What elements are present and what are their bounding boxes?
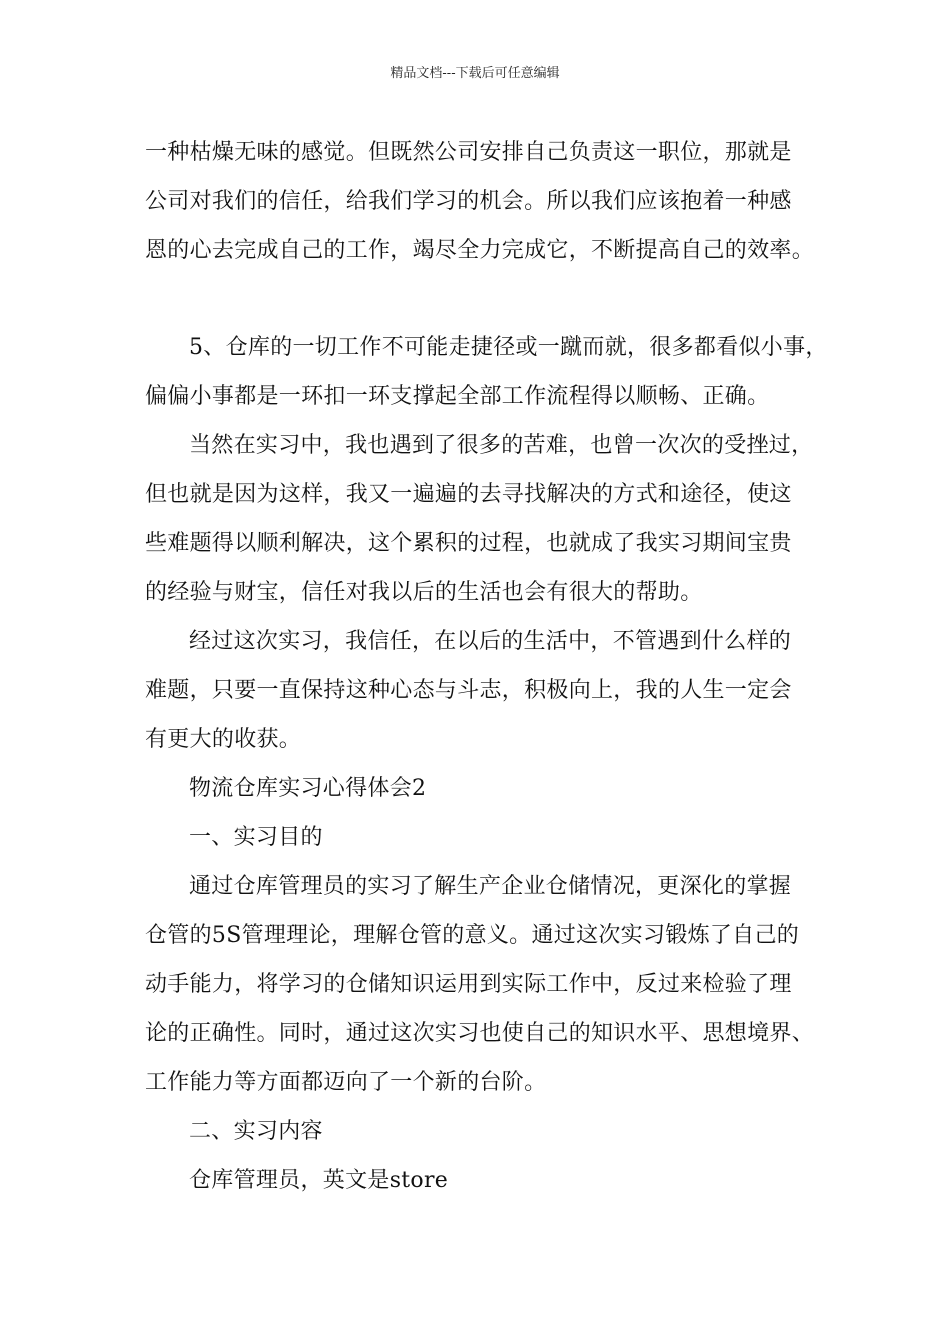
paragraph-gap (145, 275, 845, 323)
text-line: 5、仓库的一切工作不可能走捷径或一蹴而就，很多都看似小事， (189, 335, 828, 360)
text-line: 公司对我们的信任，给我们学习的机会。所以我们应该抱着一种感 (145, 189, 792, 214)
text-line: 当然在实习中，我也遇到了很多的苦难，也曾一次次的受挫过， (189, 433, 814, 458)
text-line: 工作能力等方面都迈向了一个新的台阶。 (145, 1070, 547, 1095)
text-line: 经过这次实习，我信任，在以后的生活中，不管遇到什么样的 (189, 629, 792, 654)
text-line: 偏偏小事都是一环扣一环支撑起全部工作流程得以顺畅、正确。 (145, 384, 770, 409)
page-header: 精品文档---下载后可任意编辑 (390, 66, 560, 81)
text-line: 但也就是因为这样，我又一遍遍的去寻找解决的方式和途径，使这 (145, 482, 792, 507)
text-line: 恩的心去完成自己的工作，竭尽全力完成它，不断提高自己的效率。 (145, 238, 815, 263)
text-line: 动手能力，将学习的仓储知识运用到实际工作中，反过来检验了理 (145, 972, 792, 997)
text-line: 些难题得以顺利解决，这个累积的过程，也就成了我实习期间宝贵 (145, 531, 792, 556)
text-line: 论的正确性。同时，通过这次实习也使自己的知识水平、思想境界、 (145, 1021, 815, 1046)
text-line: 有更大的收获。 (145, 727, 302, 752)
text-line: 仓库管理员，英文是store (189, 1168, 449, 1193)
section-title: 物流仓库实习心得体会2 (189, 776, 427, 801)
section-heading: 二、实习内容 (189, 1119, 323, 1144)
text-line: 的经验与财宝，信任对我以后的生活也会有很大的帮助。 (145, 580, 703, 605)
text-line: 难题，只要一直保持这种心态与斗志，积极向上，我的人生一定会 (145, 678, 792, 703)
text-line: 一种枯燥无味的感觉。但既然公司安排自己负责这一职位，那就是 (145, 140, 792, 165)
text-line: 通过仓库管理员的实习了解生产企业仓储情况，更深化的掌握 (189, 874, 792, 899)
document-body (145, 128, 845, 1205)
section-heading: 一、实习目的 (189, 825, 323, 850)
text-line: 仓管的5S管理理论，理解仓管的意义。通过这次实习锻炼了自己的 (145, 923, 800, 948)
